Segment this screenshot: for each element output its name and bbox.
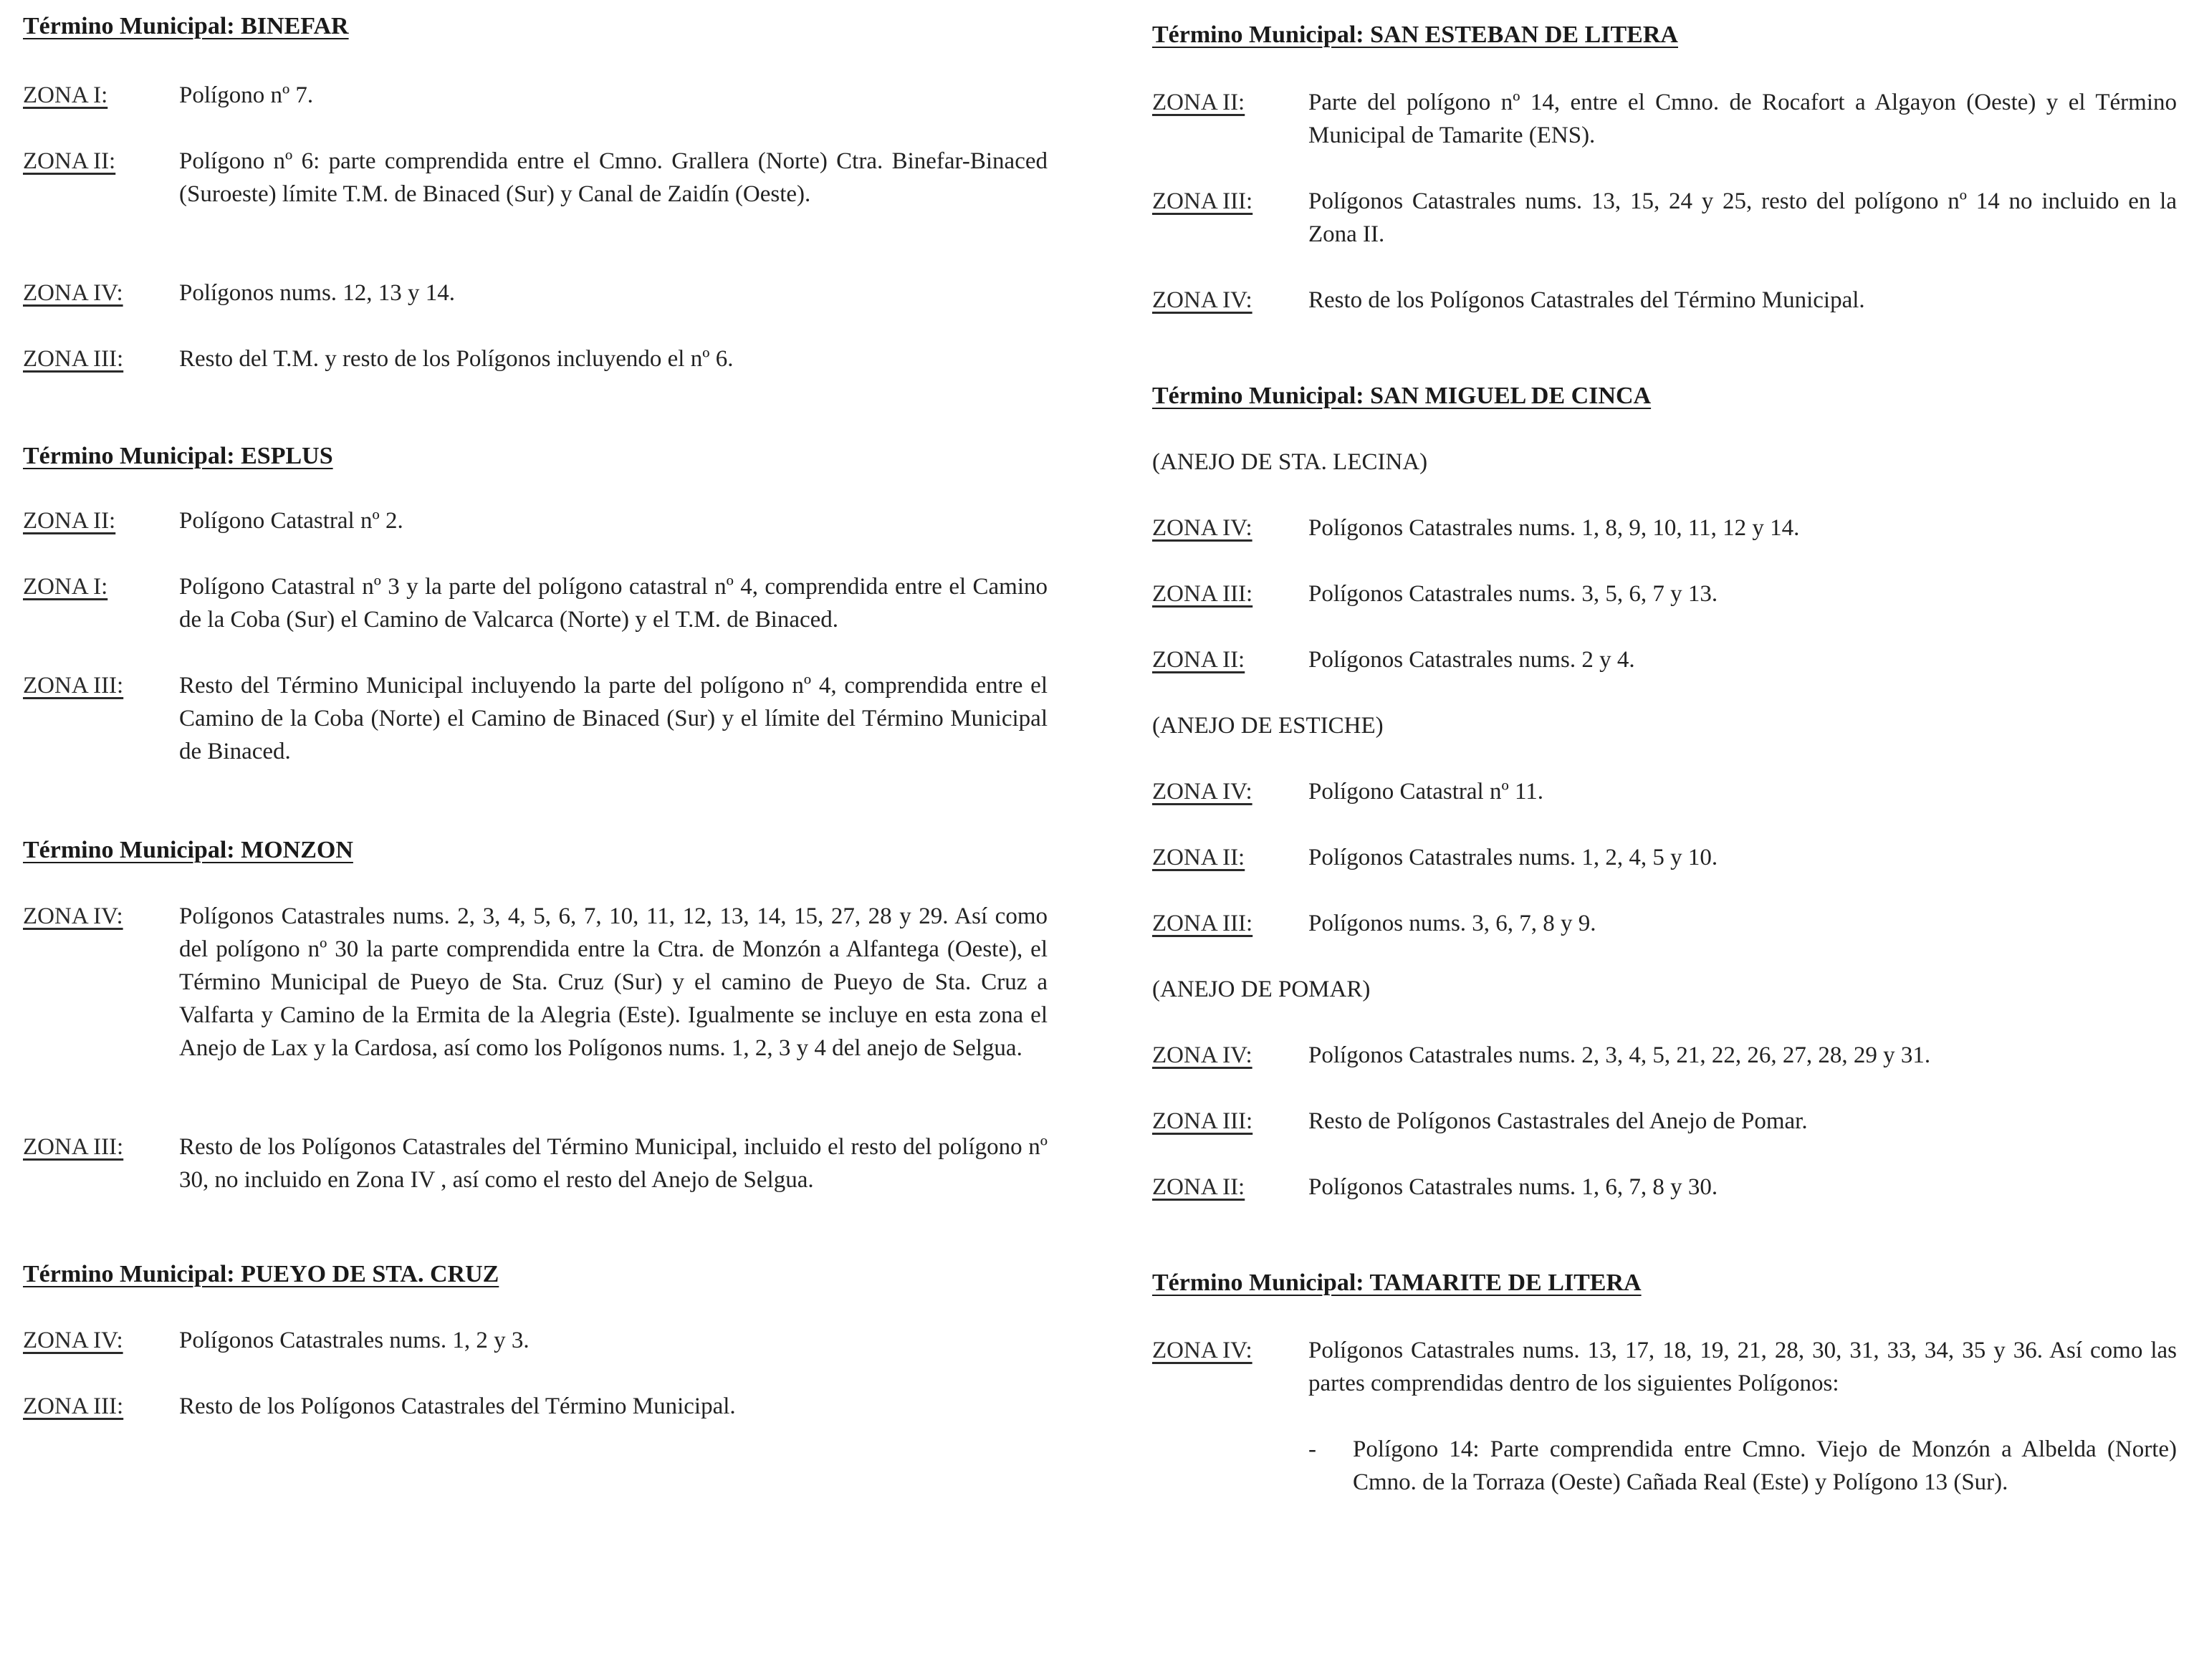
estiche-zone-1 — [1152, 775, 2177, 808]
tamarite-title: Término Municipal: TAMARITE DE LITERA — [1152, 1269, 1642, 1296]
zone-text: Resto de los Polígonos Catastrales del Término Municipal. — [1308, 287, 1865, 313]
zone-text: Resto de los Polígonos Catastrales del Término Municipal, incluido el resto del polígono nº 30, no incluido en Zona IV , así como el resto del Anejo de Selgua. — [179, 1134, 1048, 1193]
zone-text: Polígonos Catastrales nums. 1, 8, 9, 10, 11, 12 y 14. — [1308, 515, 1800, 541]
estiche-zone-3 — [1152, 907, 2177, 940]
zone-text: Polígono Catastral nº 3 y la parte del polígono catastral nº 4, comprendida entre el Camino de la Coba (Sur) el Camino de Valcarca (Norte) y el T.M. de Binaced. — [179, 574, 1048, 633]
zone-text: Parte del polígono nº 14, entre el Cmno. de Rocafort a Algayon (Oeste) y el Término Municipal de Tamarite (ENS). — [1308, 90, 2177, 148]
zone-text: Resto de Polígonos Castastrales del Anejo de Pomar. — [1308, 1108, 1808, 1134]
binefar-zone-4 — [23, 342, 1048, 375]
zone-text: Resto de los Polígonos Catastrales del Término Municipal. — [179, 1393, 736, 1419]
zone-label: ZONA IV: — [23, 280, 123, 306]
tamarite-sub-item — [1308, 1433, 2177, 1499]
zone-label: ZONA III: — [23, 346, 124, 372]
zone-label: ZONA II: — [1152, 1174, 1245, 1200]
monzon-zone-1 — [23, 900, 1048, 1065]
esplus-title: Término Municipal: ESPLUS — [23, 443, 333, 469]
zone-label: ZONA II: — [1152, 90, 1245, 115]
zone-label: ZONA III: — [1152, 1108, 1253, 1134]
zone-text: Polígonos nums. 12, 13 y 14. — [179, 280, 456, 306]
binefar-zone-1 — [23, 79, 1048, 112]
lecina-zone-3 — [1152, 643, 2177, 676]
zone-text: Polígonos Catastrales nums. 2, 3, 4, 5, 21, 22, 26, 27, 28, 29 y 31. — [1308, 1042, 1931, 1068]
pueyo-zone-1 — [23, 1324, 1048, 1357]
san-esteban-zone-3 — [1152, 284, 2177, 317]
san-esteban-zone-1 — [1152, 86, 2177, 152]
san-miguel-title: Término Municipal: SAN MIGUEL DE CINCA — [1152, 383, 1652, 409]
pomar-zone-3 — [1152, 1171, 2177, 1204]
san-esteban-zone-2 — [1152, 185, 2177, 251]
estiche-zone-2 — [1152, 841, 2177, 874]
zone-text: Polígonos Catastrales nums. 1, 2, 4, 5 y 10. — [1308, 845, 1718, 870]
sub-item-text: Polígono 14: Parte comprendida entre Cmno. Viejo de Monzón a Albelda (Norte) Cmno. de la Torraza (Oeste) Cañada Real (Este) y Polígono 13 (Sur). — [1353, 1436, 2177, 1495]
zone-label: ZONA III: — [23, 673, 124, 699]
pomar-zone-2 — [1152, 1105, 2177, 1138]
zone-label: ZONA II: — [23, 508, 116, 534]
lecina-zone-2 — [1152, 577, 2177, 610]
zone-label: ZONA III: — [1152, 581, 1253, 607]
annex-estiche: (ANEJO DE ESTICHE) — [1152, 713, 1384, 739]
san-esteban-title: Término Municipal: SAN ESTEBAN DE LITERA — [1152, 21, 1678, 48]
zone-text: Polígonos Catastrales nums. 2 y 4. — [1308, 647, 1635, 673]
zone-label: ZONA II: — [1152, 647, 1245, 673]
zone-label: ZONA IV: — [1152, 287, 1252, 313]
zone-text: Polígonos Catastrales nums. 1, 6, 7, 8 y 30. — [1308, 1174, 1718, 1200]
annex-pomar: (ANEJO DE POMAR) — [1152, 976, 1371, 1002]
lecina-zone-1 — [1152, 512, 2177, 544]
zone-label: ZONA IV: — [23, 903, 123, 929]
zone-text: Polígono Catastral nº 2. — [179, 508, 403, 534]
pueyo-zone-2 — [23, 1390, 1048, 1423]
zone-label: ZONA IV: — [23, 1328, 123, 1353]
esplus-zone-1 — [23, 504, 1048, 537]
zone-text: Polígonos Catastrales nums. 13, 15, 24 y 25, resto del polígono nº 14 no incluido en la Zona II. — [1308, 188, 2177, 247]
zone-text: Polígono nº 6: parte comprendida entre el Cmno. Grallera (Norte) Ctra. Binefar-Binaced (Suroeste) límite T.M. de Binaced (Sur) y Canal de Zaidín (Oeste). — [179, 148, 1048, 207]
pomar-zone-1 — [1152, 1039, 2177, 1072]
zone-label: ZONA II: — [23, 148, 116, 174]
zone-label: ZONA III: — [23, 1134, 124, 1160]
binefar-zone-3 — [23, 277, 1048, 309]
zone-text: Polígonos Catastrales nums. 13, 17, 18, 19, 21, 28, 30, 31, 33, 34, 35 y 36. Así como las partes comprendidas dentro de los siguientes Polígonos: — [1308, 1338, 2177, 1396]
zone-text: Polígonos Catastrales nums. 3, 5, 6, 7 y 13. — [1308, 581, 1718, 607]
zone-label: ZONA IV: — [1152, 1338, 1252, 1363]
monzon-title: Término Municipal: MONZON — [23, 837, 353, 863]
monzon-zone-2 — [23, 1131, 1048, 1196]
binefar-zone-2 — [23, 145, 1048, 211]
zone-text: Resto del T.M. y resto de los Polígonos incluyendo el nº 6. — [179, 346, 734, 372]
annex-lecina: (ANEJO DE STA. LECINA) — [1152, 449, 1428, 475]
zone-label: ZONA II: — [1152, 845, 1245, 870]
zone-label: ZONA III: — [1152, 911, 1253, 936]
zone-label: ZONA I: — [23, 574, 108, 600]
zone-text: Polígonos nums. 3, 6, 7, 8 y 9. — [1308, 911, 1596, 936]
zone-label: ZONA IV: — [1152, 1042, 1252, 1068]
list-dash: - — [1308, 1436, 1316, 1462]
binefar-title: Término Municipal: BINEFAR — [23, 13, 349, 39]
zone-label: ZONA IV: — [1152, 515, 1252, 541]
pueyo-title: Término Municipal: PUEYO DE STA. CRUZ — [23, 1261, 499, 1287]
zone-label: ZONA IV: — [1152, 779, 1252, 805]
zone-text: Resto del Término Municipal incluyendo la parte del polígono nº 4, comprendida entre el Camino de la Coba (Norte) el Camino de Binaced (Sur) y el límite del Término Municipal de Binaced. — [179, 673, 1048, 764]
esplus-zone-3 — [23, 669, 1048, 768]
zone-text: Polígonos Catastrales nums. 2, 3, 4, 5, 6, 7, 10, 11, 12, 13, 14, 15, 27, 28 y 29. Así como del polígono nº 30 la parte comprendida entre la Ctra. de Monzón a Alfantega (Oeste), el Término Municipal de Pueyo de Sta. Cruz (Sur) y el camino de Pueyo de Sta. Cruz a Valfarta y Camino de la Ermita de la Alegria (Este). Igualmente se incluye en esta zona el Anejo de Lax y la Cardosa, así como los Polígonos nums. 1, 2, 3 y 4 del anejo de Selgua. — [179, 903, 1048, 1061]
esplus-zone-2 — [23, 570, 1048, 636]
zone-label: ZONA I: — [23, 82, 108, 108]
zone-label: ZONA III: — [1152, 188, 1253, 214]
zone-text: Polígono nº 7. — [179, 82, 314, 108]
zone-text: Polígonos Catastrales nums. 1, 2 y 3. — [179, 1328, 530, 1353]
tamarite-zone-1 — [1152, 1334, 2177, 1400]
zone-label: ZONA III: — [23, 1393, 124, 1419]
zone-text: Polígono Catastral nº 11. — [1308, 779, 1543, 805]
